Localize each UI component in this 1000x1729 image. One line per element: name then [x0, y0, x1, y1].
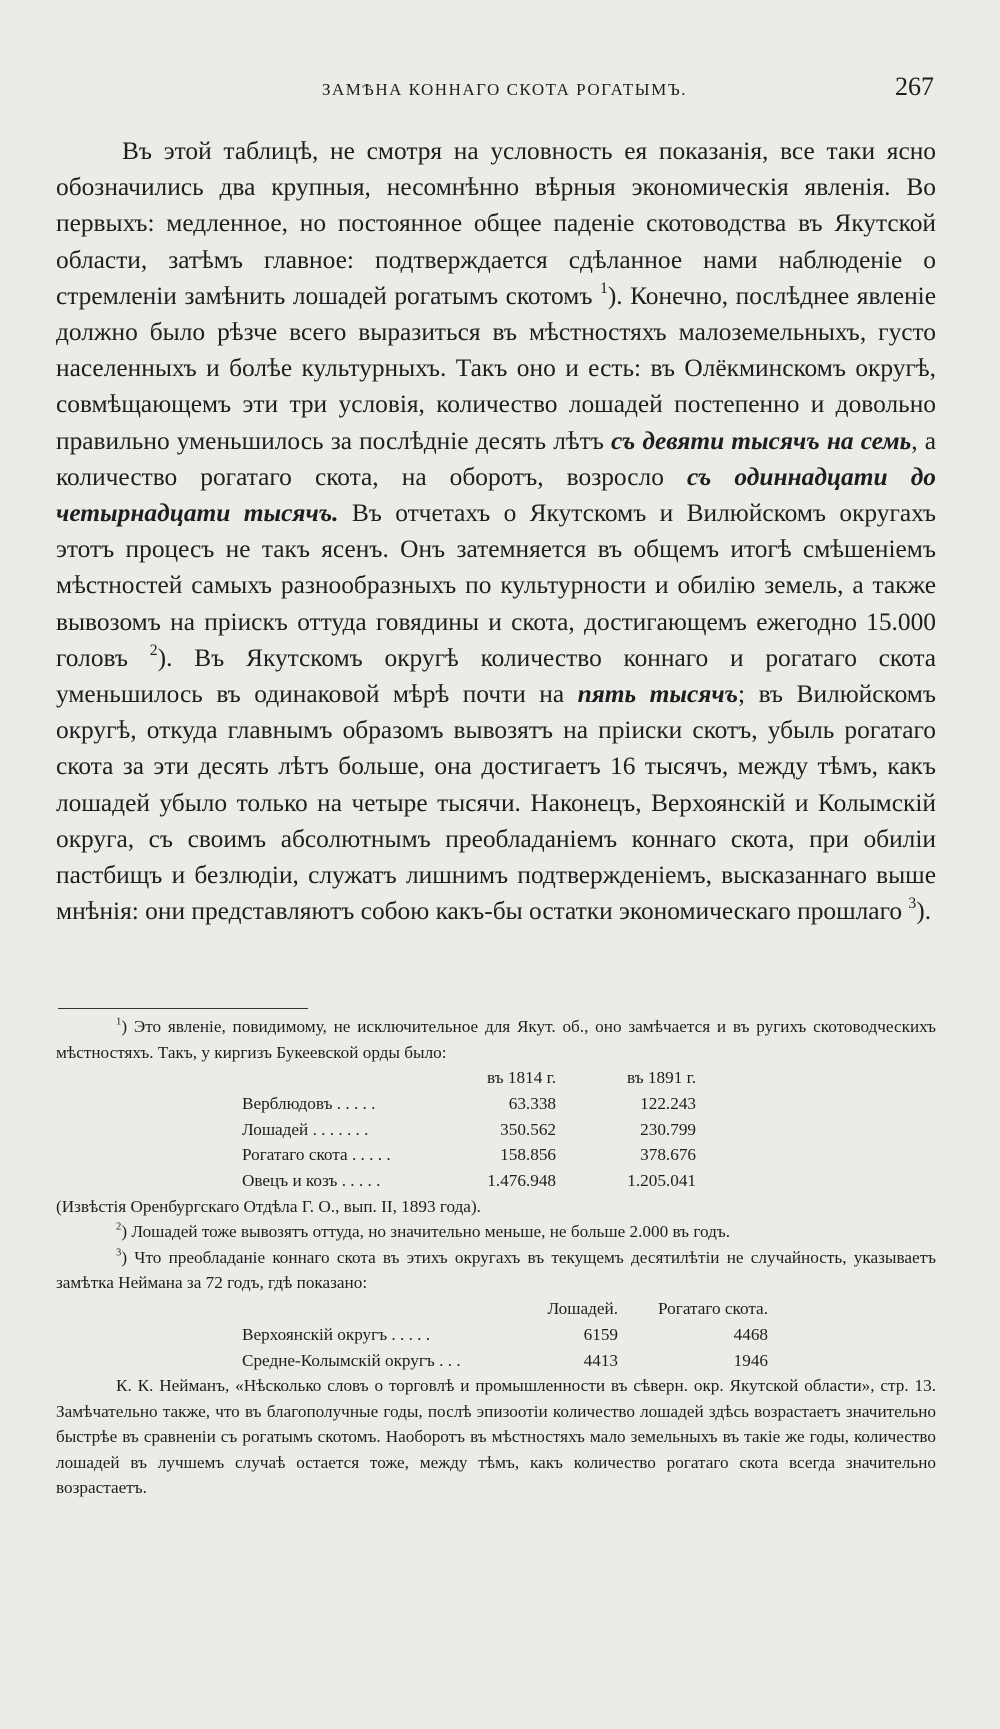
row-label: Лошадей — [242, 1119, 309, 1139]
table-row — [242, 1348, 768, 1374]
text-segment: Въ отчетахъ о Якутскомъ и Вилюйскомъ округахъ этотъ процесъ не такъ ясенъ. Онъ затемняется въ общемъ итогѣ смѣшеніемъ мѣстностей самыхъ разнообразныхъ по культурности и обилію земель, а также вывозомъ на пріискъ оттуда говядины и скота, достигающемъ ежегодно 15.000 головъ — [56, 499, 936, 672]
leader-dots: . . . . . — [336, 1093, 376, 1113]
footnote-text: ) Что преобладаніе коннаго скота въ этихъ округахъ въ текущемъ десятилѣтіи не случайность, указываетъ замѣтка Неймана за 72 годъ, гдѣ показано: — [56, 1247, 936, 1293]
leader-dots: . . . — [439, 1350, 461, 1370]
row-label: Верхоянскій округъ — [242, 1324, 388, 1344]
cell-value: 1946 — [733, 1350, 768, 1370]
page-number: 267 — [895, 72, 934, 101]
column-header: въ 1891 г. — [627, 1068, 696, 1087]
footnote-separator — [58, 1008, 308, 1009]
row-label: Рогатаго скота — [242, 1145, 348, 1165]
footnote-1 — [56, 1014, 936, 1065]
text-segment: , а количество рогатаго скота, на оборотъ, возросло — [56, 426, 937, 491]
cell-value: 4468 — [733, 1324, 768, 1344]
table-header-row — [242, 1296, 768, 1322]
text-segment: ). Конечно, послѣднее явленіе должно было рѣзче всего выразиться въ мѣстностяхъ малоземельныхъ, густо населенныхъ и болѣе культурныхъ. Такъ оно и есть: въ Олёкминскомъ округѣ, совмѣщающемъ эти три условія, количество лошадей постепенно и довольно правильно уменьшилось за послѣдніе десять лѣтъ — [56, 281, 936, 455]
cell-value: 4413 — [583, 1350, 618, 1370]
footnote-source: (Извѣстія Оренбургскаго Отдѣла Г. О., вып. II, 1893 года). — [56, 1196, 481, 1216]
cell-value: 158.856 — [500, 1145, 556, 1165]
column-header: Лошадей. — [547, 1298, 618, 1318]
cell-value: 378.676 — [640, 1145, 696, 1165]
row-label: Верблюдовъ — [242, 1093, 333, 1113]
leader-dots: . . . . . — [391, 1324, 431, 1344]
text-segment: Въ этой таблицѣ, не смотря на условность ея показанія, все таки ясно обозначились два крупныя, несомнѣнно вѣрныя экономическія явленія. Во первыхъ: медленное, но постоянное общее паденіе скотоводства въ Якутской области, затѣмъ главное: подтверждается сдѣланное нами наблюденіе о стремленіи замѣнить лошадей рогатымъ скотомъ — [56, 137, 936, 310]
column-header: въ 1814 г. — [487, 1068, 556, 1087]
footnotes — [56, 1014, 936, 1501]
text-segment: ). — [916, 897, 932, 926]
cell-value: 1.476.948 — [487, 1171, 556, 1191]
footnote-text: ) Лошадей тоже вывозятъ оттуда, но значительно меньше, не больше 2.000 въ годъ. — [121, 1222, 731, 1242]
table-header-row — [242, 1065, 696, 1091]
footnote-source: К. К. Нейманъ, «Нѣсколько словъ о торговлѣ и промышленности въ сѣверн. окр. Якутской области», стр. 13. Замѣчательно также, что въ благополучные годы, послѣ эпизоотіи количество лошадей здѣсь возрастаетъ значительно быстрѣе въ сравненіи съ рогатымъ скотомъ. Наоборотъ въ мѣстностяхъ мало земельныхъ въ такіе же годы, количество лошадей въ лучшемъ случаѣ остается тоже, между тѣмъ, какъ количество рогатаго скота всегда значительно возрастаетъ. — [56, 1376, 936, 1498]
table-row — [242, 1117, 696, 1143]
main-text — [56, 133, 936, 929]
footnote-2 — [56, 1219, 936, 1245]
leader-dots: . . . . . — [351, 1145, 391, 1165]
column-header: Рогатаго скота. — [658, 1298, 768, 1318]
row-label: Овецъ и козъ — [242, 1171, 338, 1191]
table-row — [242, 1322, 768, 1348]
district-table — [242, 1296, 768, 1373]
cell-value: 63.338 — [508, 1093, 556, 1113]
text-segment: ). Въ Якутскомъ округѣ количество коннаго и рогатаго скота уменьшилось въ одинаковой мѣрѣ почти на — [56, 643, 937, 709]
page-header — [60, 72, 940, 108]
cell-value: 6159 — [583, 1324, 618, 1344]
leader-dots: . . . . . — [341, 1171, 381, 1191]
table-row — [242, 1168, 696, 1194]
footnote-ref: 2 — [149, 641, 158, 659]
footnote-3 — [56, 1245, 936, 1296]
text-segment: ; въ Вилюйскомъ округѣ, откуда главнымъ образомъ вывозятъ на пріиски скотъ, убыль рогатаго скота за эти десять лѣтъ больше, она достигаетъ 16 тысячъ, между тѣмъ, какъ лошадей убыло только на четыре тысячи. Наконецъ, Верхоянскій и Колымскій округа, съ своимъ абсолютнымъ преобладаніемъ коннаго скота, при обиліи пастбищъ и безлюдіи, служатъ лишнимъ подтвержденіемъ, высказаннаго выше мнѣнія: они представляютъ собою какъ-бы остатки экономическаго прошлаго — [56, 680, 936, 926]
table-row — [242, 1142, 696, 1168]
footnote-ref: 3 — [908, 895, 917, 913]
row-label: Средне-Колымскій округъ — [242, 1350, 435, 1370]
footnote-marker: 1 — [116, 1016, 122, 1028]
body-paragraph — [56, 133, 936, 929]
running-title: ЗАМѢНА КОННАГО СКОТА РОГАТЫМЪ. — [322, 80, 687, 99]
footnote-text: ) Это явленіе, повидимому, не исключительное для Якут. об., оно замѣчается и въ ругихъ скотоводческихъ мѣстностяхъ. Такъ, у киргизъ Букеевской орды было: — [56, 1017, 936, 1062]
emphasis: пять тысячъ — [577, 680, 739, 709]
leader-dots: . . . . . . . — [312, 1119, 369, 1139]
table-row — [242, 1091, 696, 1117]
cell-value: 1.205.041 — [627, 1171, 696, 1191]
emphasis: съ девяти тысячъ на семь — [610, 426, 912, 455]
footnote-marker: 2 — [116, 1222, 122, 1234]
cell-value: 122.243 — [640, 1093, 696, 1113]
livestock-table — [242, 1065, 696, 1194]
footnote-ref: 1 — [599, 279, 608, 297]
cell-value: 350.562 — [500, 1119, 556, 1139]
footnote-marker: 3 — [116, 1247, 122, 1259]
cell-value: 230.799 — [640, 1119, 696, 1139]
emphasis: съ одиннадцати до четырнадцати тысячъ. — [56, 462, 936, 528]
